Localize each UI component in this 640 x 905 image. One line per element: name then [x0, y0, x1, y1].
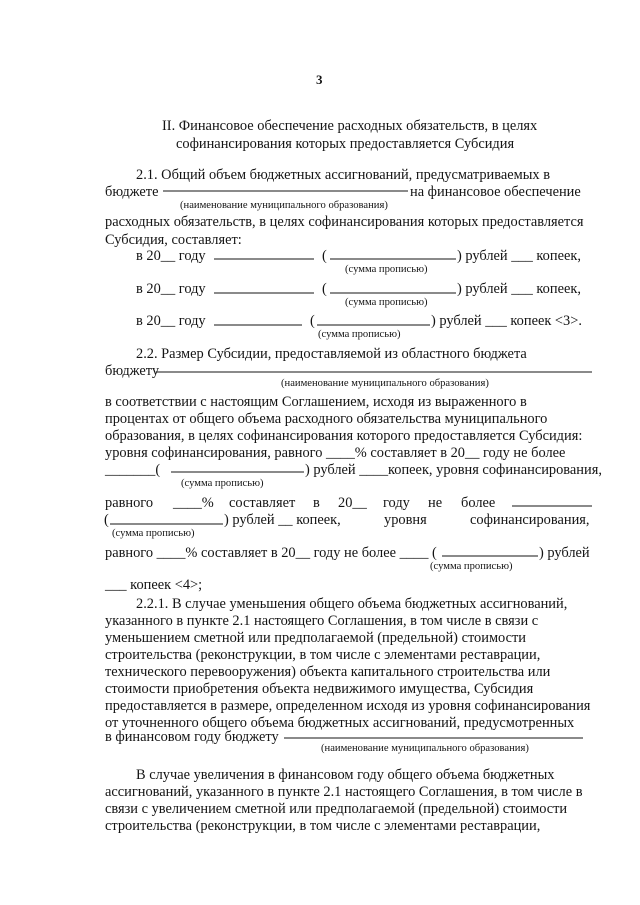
increase-line-1: В случае увеличения в финансовом году общего объема бюджетных [136, 767, 555, 783]
p22-line-10-end: ) рублей [539, 545, 590, 561]
p22-line-10-start: равного ____% составляет в 20__ году не более ____ ( [105, 545, 437, 561]
year-row-3-end: ) рублей ___ копеек <3>. [431, 313, 582, 329]
p22-l8-word: составляет [229, 495, 296, 511]
increase-line-2: ассигнований, указанного в пункте 2.1 настоящего Соглашения, в том числе в [105, 784, 583, 800]
p221-line-2: указанного в пункте 2.1 настоящего Соглашения, в том числе в связи с [105, 613, 539, 629]
sum-caption: (сумма прописью) [112, 528, 195, 539]
p22-line-2: бюджету [105, 363, 160, 379]
sum-caption: (сумма прописью) [345, 264, 428, 275]
p21-line-3: расходных обязательств, в целях софинансирования которых предоставляется [105, 214, 584, 230]
p22-line-7-start: _______( [105, 462, 161, 478]
sum-caption: (сумма прописью) [318, 329, 401, 340]
p22-line-3: в соответствии с настоящим Соглашением, исходя из выраженного в [105, 394, 527, 410]
year-row-3-paren: ( [310, 313, 315, 329]
municipality-caption: (наименование муниципального образования) [281, 378, 489, 389]
year-row-2-paren: ( [322, 281, 327, 297]
p221-line-1: 2.2.1. В случае уменьшения общего объема бюджетных ассигнований, [136, 596, 568, 612]
p22-l8-word: не [428, 495, 443, 511]
year-row-2-end: ) рублей ___ копеек, [457, 281, 581, 297]
sum-caption: (сумма прописью) [181, 478, 264, 489]
p22-l8-word: году [383, 495, 410, 511]
p221-line-7: предоставляется в размере, определенном исходя из уровня софинансирования [105, 698, 591, 714]
p21-line-2-end: на финансовое обеспечение [410, 184, 581, 200]
p22-line-9-rub: ) рублей __ копеек, [224, 512, 341, 528]
p22-l8-word: в [313, 495, 320, 511]
p22-line-9-level: уровня [384, 512, 427, 528]
increase-line-4: строительства (реконструкции, в том числе с элементами реставрации, [105, 818, 541, 834]
p221-line-6: стоимости приобретения объекта недвижимого имущества, Субсидия [105, 681, 534, 697]
p22-l8-word: более [461, 495, 496, 511]
p221-line-5: технического перевооружения) объекта капитального строительства или [105, 664, 551, 680]
sum-caption: (сумма прописью) [430, 561, 513, 572]
p21-line-1: 2.1. Общий объем бюджетных ассигнований, предусматриваемых в [136, 167, 551, 183]
p22-line-9-paren: ( [104, 512, 109, 528]
p22-line-5: образования, в целях софинансирования которого предоставляется Субсидия: [105, 428, 583, 444]
municipality-caption: (наименование муниципального образования) [321, 743, 529, 754]
year-row-1-end: ) рублей ___ копеек, [457, 248, 581, 264]
page-number: 3 [316, 72, 323, 87]
p22-line-6: уровня софинансирования, равного ____% составляет в 20__ году не более [105, 445, 566, 461]
p21-line-2-start: бюджете [105, 184, 159, 200]
increase-line-3: связи с увеличением сметной или предполагаемой (предельной) стоимости [105, 801, 568, 817]
p221-line-8: от уточненного общего объема бюджетных ассигнований, предусмотренных [105, 715, 575, 731]
p22-l8-word: 20__ [338, 495, 367, 511]
section-title-line-1: II. Финансовое обеспечение расходных обязательств, в целях [162, 118, 538, 134]
year-row-1-paren: ( [322, 248, 327, 264]
p22-l8-word: равного [105, 495, 154, 511]
sum-caption: (сумма прописью) [345, 297, 428, 308]
year-row-3-label: в 20__ году [136, 313, 206, 329]
p22-line-9-cofin: софинансирования, [470, 512, 590, 528]
municipality-caption: (наименование муниципального образования) [180, 200, 388, 211]
year-row-1-label: в 20__ году [136, 248, 206, 264]
year-row-2-label: в 20__ году [136, 281, 206, 297]
p21-line-4: Субсидия, составляет: [105, 232, 242, 248]
p22-line-11: ___ копеек <4>; [105, 577, 203, 593]
p22-line-1: 2.2. Размер Субсидии, предоставляемой из областного бюджета [136, 346, 527, 362]
p221-line-3: уменьшением сметной или предполагаемой (предельной) стоимости [105, 630, 526, 646]
section-title-line-2: софинансирования которых предоставляется Субсидия [176, 136, 515, 152]
p22-line-7-end: ) рублей ____копеек, уровня софинансирования, [305, 462, 602, 478]
p221-line-4: строительства (реконструкции, в том числе с элементами реставрации, [105, 647, 541, 663]
p221-line-9: в финансовом году бюджету [105, 729, 279, 745]
p22-l8-word: ____% [173, 495, 214, 511]
p22-line-4: процентах от общего объема расходного обязательства муниципального [105, 411, 548, 427]
